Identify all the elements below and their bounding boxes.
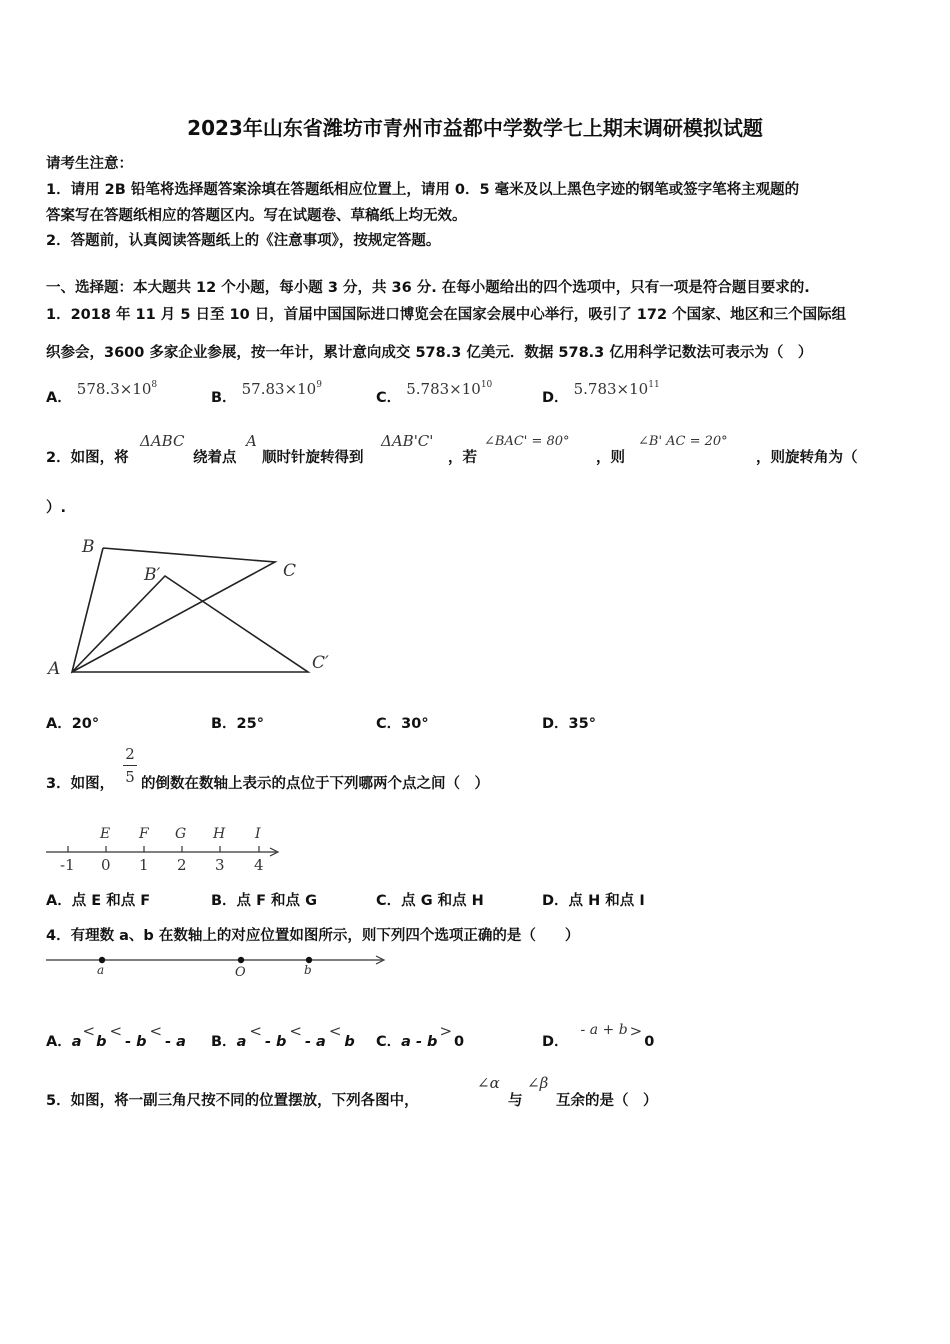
q5-math-alpha: ∠α [477, 1074, 500, 1092]
q2-text-5: ，则 [596, 450, 625, 466]
label-c: C [283, 561, 297, 581]
q4-option-d[interactable]: D．- a + b >0 [542, 1022, 655, 1050]
q2-math-abc: ΔABC [140, 432, 185, 450]
q2-option-b[interactable]: B．25° [211, 716, 264, 732]
q2-option-c[interactable]: C．30° [376, 716, 429, 732]
tick-label-3: 3 [215, 856, 225, 874]
axis-label-b: b [304, 963, 312, 977]
q5-text-1: 5．如图，将一副三角尺按不同的位置摆放，下列各图中， [46, 1093, 419, 1109]
q2-math-a: A [246, 432, 257, 450]
tick-label-4: 4 [254, 856, 264, 874]
axis-label-o: O [235, 965, 246, 980]
q4-option-a[interactable]: A．a<b<- b<- a [46, 1022, 186, 1050]
tick-label-1: 1 [139, 856, 149, 874]
q3-text-1: 3．如图， [46, 776, 115, 792]
q2-text-6: ，则旋转角为（ [756, 450, 858, 466]
q1-option-d[interactable]: D． $5.783\times 10^{11}$ [542, 380, 660, 406]
notice-line-1: 1．请用 2B 铅笔将选择题答案涂填在答题纸相应位置上，请用 0．5 毫米及以上黑色字迹的钢笔或签字笔将主观题的 [46, 182, 800, 198]
point-label-h: H [213, 826, 226, 842]
point-label-f: F [139, 826, 149, 842]
q1-text-b: 织参会，3600 多家企业参展，按一年计，累计意向成交 578.3 亿美元．数据 578.3 亿用科学记数法可表示为（ ） [46, 345, 813, 361]
q4-option-c[interactable]: C．a - b>0 [376, 1022, 465, 1050]
q2-math-angle-2: ∠B' AC = 20° [638, 434, 728, 449]
q3-option-c[interactable]: C．点 G 和点 H [376, 893, 484, 909]
section-heading: 一、选择题：本大题共 12 个小题，每小题 3 分，共 36 分. 在每小题给出的四个选项中，只有一项是符合题目要求的. [46, 280, 810, 296]
q2-option-a[interactable]: A．20° [46, 716, 100, 732]
q3-option-d[interactable]: D．点 H 和点 I [542, 893, 645, 909]
q2-option-d[interactable]: D．35° [542, 716, 596, 732]
q2-text-7: ）. [46, 500, 67, 516]
point-o [238, 957, 244, 963]
notice-line-2: 2．答题前，认真阅读答题纸上的《注意事项》，按规定答题。 [46, 233, 441, 249]
label-b-prime: B′ [144, 565, 161, 585]
tick-label-neg1: -1 [60, 856, 75, 874]
q2-text-2: 绕着点 [193, 450, 237, 466]
notice-line-1b: 答案写在答题纸相应的答题区内。写在试题卷、草稿纸上均无效。 [46, 208, 467, 224]
q2-math-angle-1: ∠BAC' = 80° [484, 434, 570, 449]
q3-option-b[interactable]: B．点 F 和点 G [211, 893, 318, 909]
q4-text: 4．有理数 a、b 在数轴上的对应位置如图所示，则下列四个选项正确的是（ ） [46, 928, 580, 944]
q2-text-1: 2．如图，将 [46, 450, 129, 466]
q3-option-a[interactable]: A．点 E 和点 F [46, 893, 151, 909]
label-b: B [82, 537, 95, 557]
point-label-g: G [175, 826, 187, 842]
label-c-prime: C′ [312, 653, 329, 673]
q1-text-a: 1．2018 年 11 月 5 日至 10 日，首届中国国际进口博览会在国家会展中心举行，吸引了 172 个国家、地区和三个国际组 [46, 307, 847, 323]
q5-math-beta: ∠β [527, 1074, 549, 1092]
q3-fraction: 2 5 [123, 745, 137, 786]
point-label-e: E [100, 826, 111, 842]
label-a: A [48, 659, 61, 679]
point-label-i: I [255, 826, 261, 842]
tick-label-0: 0 [101, 856, 111, 874]
axis-label-a: a [97, 963, 105, 977]
q1-option-c[interactable]: C． $5.783\times 10^{10}$ [376, 380, 493, 406]
page-title: 2023年山东省潍坊市青州市益都中学数学七上期末调研模拟试题 [187, 116, 763, 140]
q1-option-b[interactable]: B． $57.83\times 10^9$ [211, 380, 322, 406]
q3-text-2: 的倒数在数轴上表示的点位于下列哪两个点之间（ ） [141, 776, 489, 792]
q5-text-2: 与 [508, 1093, 523, 1109]
q4-option-b[interactable]: B．a<- b<- a<b [211, 1022, 355, 1050]
notice-heading: 请考生注意： [46, 156, 133, 172]
q2-text-4: ，若 [448, 450, 477, 466]
q2-math-abc-prime: ΔAB'C' [381, 432, 434, 450]
tick-label-2: 2 [177, 856, 187, 874]
q2-text-3: 顺时针旋转得到 [262, 450, 364, 466]
q5-text-3: 互余的是（ ） [556, 1093, 658, 1109]
q1-option-a[interactable]: A． $578.3\times 10^8$ [46, 380, 158, 406]
